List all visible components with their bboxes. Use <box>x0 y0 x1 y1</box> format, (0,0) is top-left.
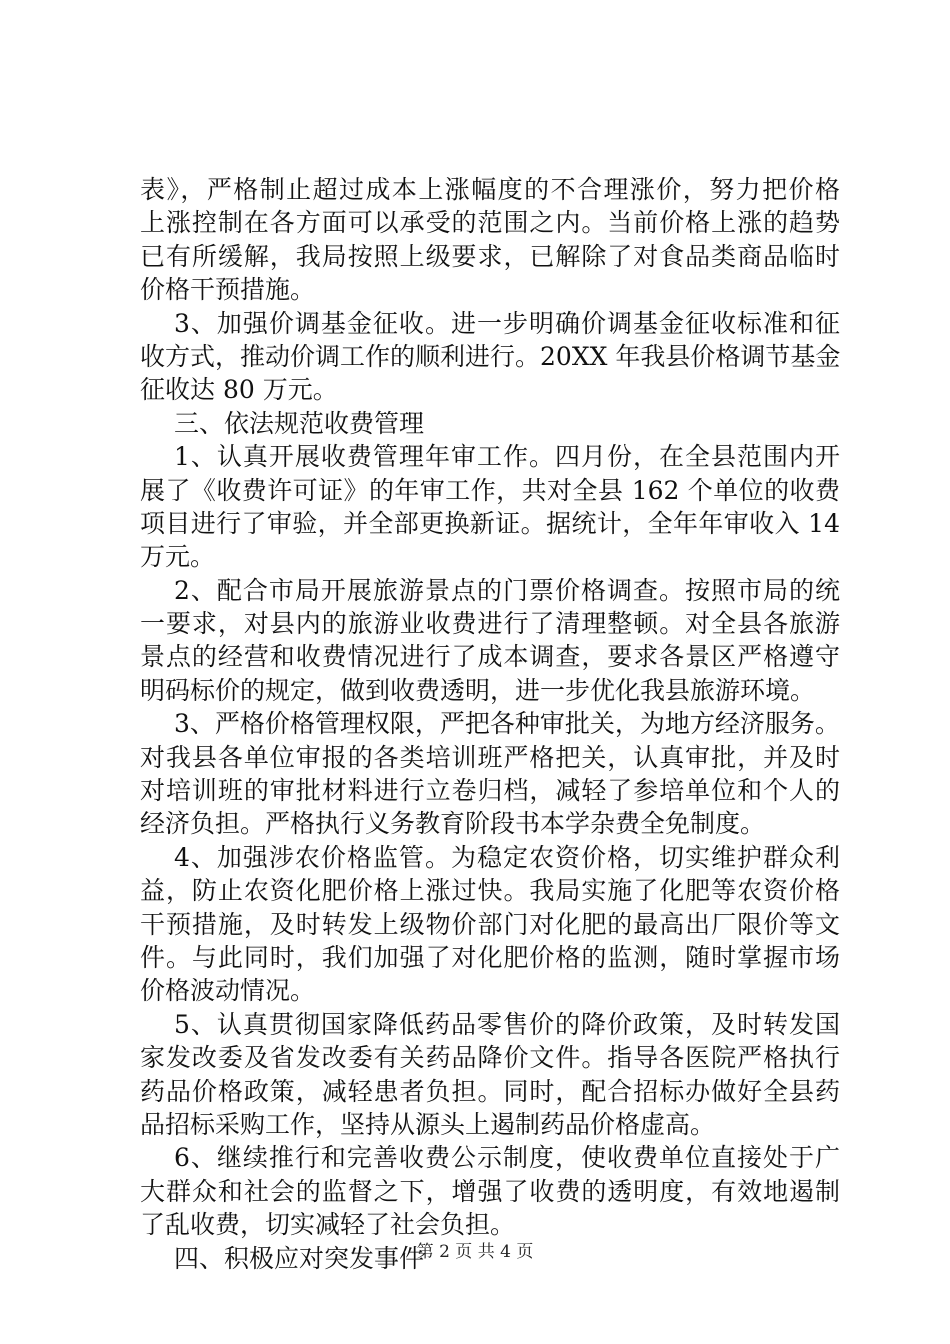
text-line: 表》，严格制止超过成本上涨幅度的不合理涨价，努力把价格 <box>140 175 840 204</box>
text-line: 益，防止农资化肥价格上涨过快。我局实施了化肥等农资价格 <box>140 876 840 906</box>
text-line: 明码标价的规定，做到收费透明，进一步优化我县旅游环境。 <box>140 675 816 705</box>
text-line: 1、认真开展收费管理年审工作。四月份，在全县范围内开 <box>174 442 840 472</box>
text-line: 家发改委及省发改委有关药品降价文件。指导各医院严格执行 <box>140 1043 840 1073</box>
text-line: 上涨控制在各方面可以承受的范围之内。当前价格上涨的趋势 <box>140 208 840 238</box>
text-line: 药品价格政策，减轻患者负担。同时，配合招标办做好全县药 <box>140 1076 840 1106</box>
text-line: 品招标采购工作，坚持从源头上遏制药品价格虚高。 <box>140 1109 716 1139</box>
section-heading: 三、依法规范收费管理 <box>174 408 425 438</box>
section-heading: 四、积极应对突发事件 <box>174 1243 425 1273</box>
text-line: 4、加强涉农价格监管。为稳定农资价格，切实维护群众利 <box>174 842 840 872</box>
text-line: 3、加强价调基金征收。进一步明确价调基金征收标准和征 <box>174 308 840 338</box>
text-line: 2、配合市局开展旅游景点的门票价格调查。按照市局的统 <box>174 575 840 605</box>
text-line: 经济负担。严格执行义务教育阶段书本学杂费全免制度。 <box>140 809 766 839</box>
text-line: 价格干预措施。 <box>140 275 316 305</box>
text-line: 展了《收费许可证》的年审工作，共对全县 162 个单位的收费 <box>140 475 840 505</box>
text-line: 干预措施，及时转发上级物价部门对化肥的最高出厂限价等文 <box>140 909 840 939</box>
text-line: 已有所缓解，我局按照上级要求，已解除了对食品类商品临时 <box>140 241 840 271</box>
text-line: 6、继续推行和完善收费公示制度，使收费单位直接处于广 <box>174 1143 840 1173</box>
text-line: 大群众和社会的监督之下，增强了收费的透明度，有效地遏制 <box>140 1176 840 1206</box>
text-line: 收方式，推动价调工作的顺利进行。20XX 年我县价格调节基金 <box>140 341 841 371</box>
page-number-footer: 第 2 页 共 4 页 <box>416 1242 534 1262</box>
text-line: 对培训班的审批材料进行立卷归档，减轻了参培单位和个人的 <box>140 776 840 806</box>
text-line: 项目进行了审验，并全部更换新证。据统计，全年年审收入 14 <box>140 508 840 538</box>
text-line: 价格波动情况。 <box>140 976 316 1006</box>
text-line: 了乱收费，切实减轻了社会负担。 <box>140 1210 516 1240</box>
text-line: 5、认真贯彻国家降低药品零售价的降价政策，及时转发国 <box>174 1009 840 1039</box>
text-line: 对我县各单位审报的各类培训班严格把关，认真审批，并及时 <box>140 742 840 772</box>
text-line: 3、严格价格管理权限，严把各种审批关，为地方经济服务。 <box>174 709 840 739</box>
text-line: 景点的经营和收费情况进行了成本调查，要求各景区严格遵守 <box>140 642 840 672</box>
document-body <box>140 173 840 1275</box>
text-line: 万元。 <box>140 542 216 572</box>
text-line: 件。与此同时，我们加强了对化肥价格的监测，随时掌握市场 <box>140 942 840 972</box>
text-line: 一要求，对县内的旅游业收费进行了清理整顿。对全县各旅游 <box>140 609 840 639</box>
text-line: 征收达 80 万元。 <box>140 375 338 405</box>
